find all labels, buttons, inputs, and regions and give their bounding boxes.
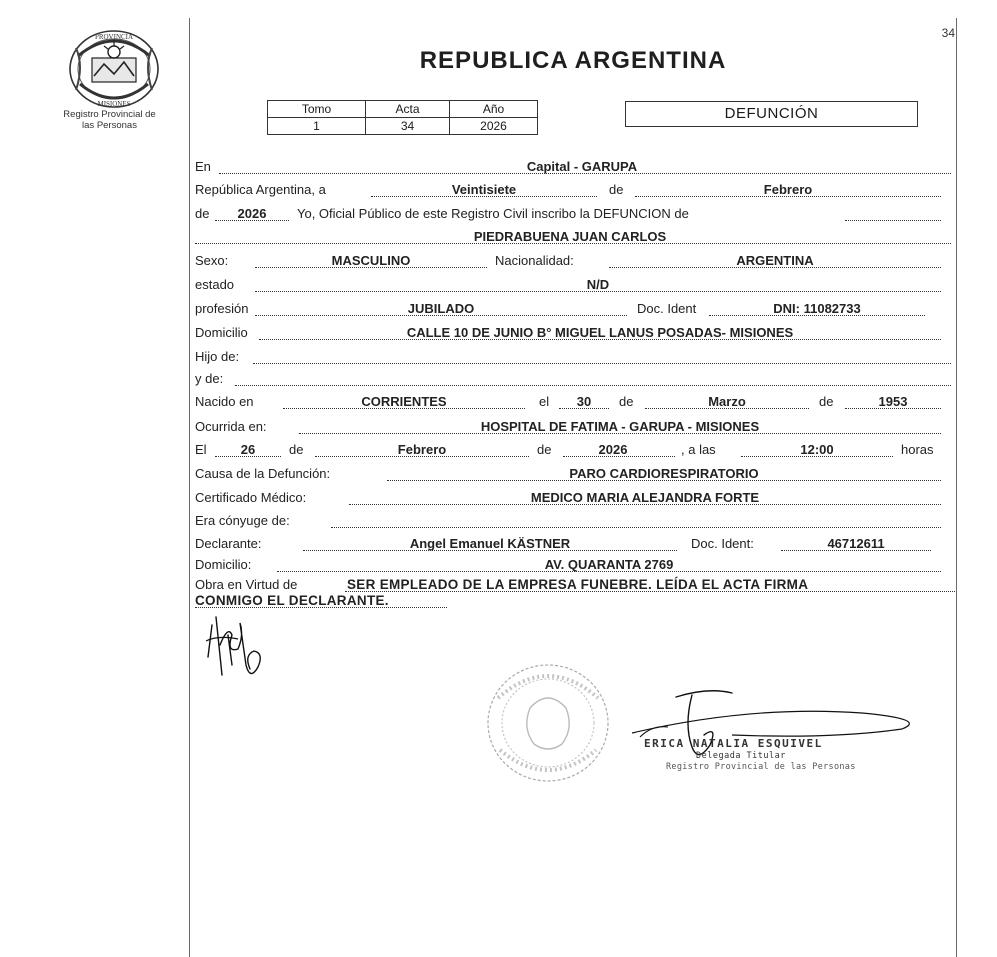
row-certificado xyxy=(195,489,945,507)
value-dia: Veintisiete xyxy=(451,182,517,197)
left-margin-line xyxy=(189,18,190,957)
label-doc-ident-declarante: Doc. Ident: xyxy=(691,536,754,551)
value-def-mes: Febrero xyxy=(397,442,447,457)
value-nac-anio: 1953 xyxy=(878,394,908,409)
document-title: REPUBLICA ARGENTINA xyxy=(419,47,727,74)
value-estado: N/D xyxy=(586,277,610,292)
value-nacionalidad: ARGENTINA xyxy=(736,253,814,268)
row-fecha-defuncion xyxy=(195,441,945,459)
label-republica: República Argentina, a xyxy=(195,182,326,197)
value-anio: 2026 xyxy=(237,206,267,221)
page-number: 34 xyxy=(941,26,955,40)
label-ocurrida-en: Ocurrida en: xyxy=(195,419,267,434)
label-hijo-de: Hijo de: xyxy=(195,349,240,364)
registry-name-line1: Registro Provincial de xyxy=(63,109,156,120)
label-obra-virtud: Obra en Virtud de xyxy=(195,577,298,592)
row-declarante xyxy=(195,535,945,553)
official-stamp-role: Delegada Titular xyxy=(696,751,786,761)
value-certificado: MEDICO MARIA ALEJANDRA FORTE xyxy=(530,490,760,505)
row-anio xyxy=(195,205,945,223)
value-nac-dia: 30 xyxy=(576,394,592,409)
registry-name-line2: las Personas xyxy=(82,120,137,131)
label-causa: Causa de la Defunción: xyxy=(195,466,331,481)
value-declarante-doc: 46712611 xyxy=(827,536,885,551)
label-certificado: Certificado Médico: xyxy=(195,490,307,505)
value-obra-line2: CONMIGO EL DECLARANTE. xyxy=(195,593,389,608)
row-domicilio xyxy=(195,324,945,342)
label-domicilio-declarante: Domicilio: xyxy=(195,557,252,572)
row-y-de xyxy=(195,370,945,388)
header-anio: Año xyxy=(450,101,538,118)
label-horas: horas xyxy=(901,442,934,457)
value-declarante: Angel Emanuel KÄSTNER xyxy=(409,536,571,551)
svg-text:PROVINCIA: PROVINCIA xyxy=(94,33,134,41)
row-hijo-de xyxy=(195,348,945,366)
value-causa: PARO CARDIORESPIRATORIO xyxy=(569,466,759,481)
label-domicilio: Domicilio xyxy=(195,325,248,340)
row-profesion xyxy=(195,300,945,318)
label-profesion: profesión xyxy=(195,301,249,316)
registry-table xyxy=(267,100,538,135)
value-obra-line1: SER EMPLEADO DE LA EMPRESA FUNEBRE. LEÍDA EL ACTA FIRMA xyxy=(347,577,809,592)
provincial-crest-logo xyxy=(58,26,170,112)
label-el-cap: El xyxy=(195,442,207,457)
row-fecha xyxy=(195,181,945,199)
label-estado: estado xyxy=(195,277,235,292)
row-nombre xyxy=(195,228,945,246)
row-domicilio-declarante xyxy=(195,556,945,574)
label-en: En xyxy=(195,159,211,174)
row-estado xyxy=(195,276,945,294)
svg-text:MISIONES: MISIONES xyxy=(97,100,131,108)
header-acta: Acta xyxy=(366,101,450,118)
row-causa xyxy=(195,465,945,483)
label-de: de xyxy=(609,182,624,197)
value-ocurrida-en: HOSPITAL DE FATIMA - GARUPA - MISIONES xyxy=(480,419,760,434)
label-de-anio: de xyxy=(195,206,210,221)
declarant-signature xyxy=(198,605,283,690)
label-y-de: y de: xyxy=(195,371,224,386)
value-def-dia: 26 xyxy=(240,442,256,457)
value-mes: Febrero xyxy=(763,182,813,197)
value-declarante-domicilio: AV. QUARANTA 2769 xyxy=(544,557,674,572)
row-ocurrida xyxy=(195,418,945,436)
value-def-hora: 12:00 xyxy=(800,442,834,457)
label-a-las: , a las xyxy=(681,442,716,457)
value-tomo: 1 xyxy=(268,118,366,135)
value-anio: 2026 xyxy=(450,118,538,135)
value-domicilio: CALLE 10 DE JUNIO B° MIGUEL LANUS POSADAS- MISIONES xyxy=(406,325,794,340)
value-def-anio: 2026 xyxy=(598,442,628,457)
row-obra-virtud-2 xyxy=(195,592,945,610)
official-stamp-name: ERICA NATALIA ESQUIVEL xyxy=(644,737,823,750)
label-de-nac-mes: de xyxy=(619,394,634,409)
row-sexo xyxy=(195,252,945,270)
label-de-def-anio: de xyxy=(537,442,552,457)
row-conyuge xyxy=(195,512,945,530)
value-sexo: MASCULINO xyxy=(331,253,411,268)
label-sexo: Sexo: xyxy=(195,253,229,268)
registry-table-header-row xyxy=(268,101,538,118)
value-doc-ident: DNI: 11082733 xyxy=(773,301,861,316)
registry-table-value-row xyxy=(268,118,538,135)
label-yo-oficial: Yo, Oficial Público de este Registro Civil inscribo la DEFUNCION de xyxy=(297,206,689,221)
official-stamp-office: Registro Provincial de las Personas xyxy=(666,762,856,772)
label-de-nac-anio: de xyxy=(819,394,834,409)
act-type-box: DEFUNCIÓN xyxy=(625,101,918,127)
right-margin-line xyxy=(956,18,957,957)
row-lugar xyxy=(195,158,945,176)
row-nacimiento xyxy=(195,393,945,411)
value-nombre: PIEDRABUENA JUAN CARLOS xyxy=(473,229,667,244)
value-nac-mes: Marzo xyxy=(708,394,746,409)
label-doc-ident: Doc. Ident xyxy=(637,301,697,316)
label-de-def-mes: de xyxy=(289,442,304,457)
official-seal-stamp xyxy=(478,658,618,788)
value-nacido-en: CORRIENTES xyxy=(361,394,447,409)
label-el: el xyxy=(539,394,550,409)
value-profesion: JUBILADO xyxy=(407,301,475,316)
value-lugar: Capital - GARUPA xyxy=(526,159,638,174)
label-declarante: Declarante: xyxy=(195,536,262,551)
label-nacionalidad: Nacionalidad: xyxy=(495,253,574,268)
value-acta: 34 xyxy=(366,118,450,135)
label-conyuge: Era cónyuge de: xyxy=(195,513,290,528)
label-nacido-en: Nacido en xyxy=(195,394,254,409)
header-tomo: Tomo xyxy=(268,101,366,118)
